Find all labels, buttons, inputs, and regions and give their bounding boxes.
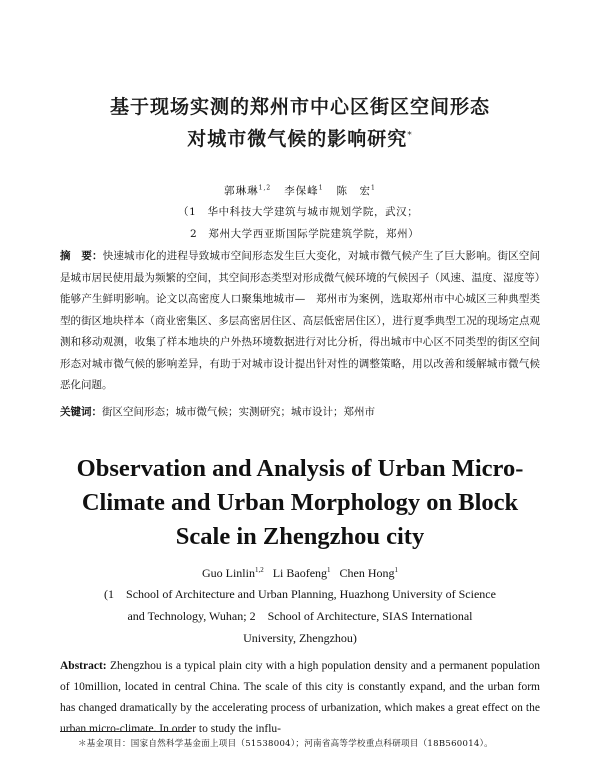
author-3-cn: 陈 宏 bbox=[336, 185, 372, 197]
chinese-keywords-text: 街区空间形态；城市微气候；实测研究；城市设计；郑州市 bbox=[102, 406, 375, 418]
author-1-cn: 郭琳琳 bbox=[224, 185, 259, 197]
chinese-affiliation-1: （1 华中科技大学建筑与城市规划学院，武汉； bbox=[178, 206, 419, 218]
author-3-en: Chen Hong bbox=[339, 566, 395, 580]
author-1-cn-sup: 1,2 bbox=[258, 184, 272, 192]
author-2-en: Li Baofeng bbox=[272, 566, 328, 580]
chinese-abstract bbox=[60, 246, 540, 397]
english-title-line-1: Observation and Analysis of Urban Micro- bbox=[76, 455, 524, 482]
english-affiliation-2: and Technology, Wuhan; 2 School of Architecture, SIAS International bbox=[127, 609, 473, 623]
english-affiliation-3: University, Zhengzhou) bbox=[243, 631, 357, 645]
chinese-title-line-2 bbox=[0, 124, 600, 151]
chinese-affiliation-2: 2 郑州大学西亚斯国际学院建筑学院，郑州） bbox=[190, 228, 420, 240]
chinese-title-line-2-text: 对城市微气候的影响研究 bbox=[187, 128, 408, 150]
chinese-keywords bbox=[60, 404, 540, 419]
author-2-en-sup: 1 bbox=[327, 566, 331, 574]
english-affiliation-1: (1 School of Architecture and Urban Planning, Huazhong University of Science bbox=[104, 587, 496, 601]
funding-mark: * bbox=[407, 130, 413, 141]
english-abstract-label: Abstract: bbox=[60, 660, 107, 672]
chinese-authors bbox=[0, 183, 600, 198]
chinese-title-line-1: 基于现场实测的郑州市中心区街区空间形态 bbox=[109, 96, 490, 118]
english-abstract-text: Zhengzhou is a typical plain city with a high population density and a permanent population of 10million, located in central China. The scale of this city is constantly expand, and the urban form has changed dramatically by the accelerating process of urbanization, which makes a great effect on the urban micro-climate. In order to study the influ- bbox=[60, 660, 541, 735]
chinese-abstract-text: 快速城市化的进程导致城市空间形态发生巨大变化，对城市微气候产生了巨大影响。街区空间是城市居民使用最为频繁的空间，其空间形态类型对形成微气候环境的气候因子（风速、温度、湿度等）能够产生鲜明影响。论文以高密度人口聚集地城市— 郑州市为案例，选取郑州市中心城区三种典型类型的街区地块样本（商业密集区、多层高密居住区、高层低密居住区），进行夏季典型工况的现场定点观测和移动观测，收集了样本地块的户外热环境数据进行对比分析，得出城市中心区不同类型的街区空间形态对城市微气候的影响差异，有助于对城市设计提出针对性的调整策略，用以改善和缓解城市微气候恶化问题。 bbox=[60, 250, 541, 391]
author-1-en: Guo Linlin bbox=[201, 566, 255, 580]
english-title-line-3: Scale in Zhengzhou city bbox=[175, 523, 425, 550]
english-authors bbox=[0, 566, 600, 581]
author-3-en-sup: 1 bbox=[394, 566, 399, 574]
chinese-keywords-label: 关键词： bbox=[60, 406, 102, 418]
author-2-cn-sup: 1 bbox=[318, 184, 324, 192]
author-1-en-sup: 1,2 bbox=[254, 566, 264, 574]
author-2-cn: 李保峰 bbox=[284, 185, 319, 197]
funding-footnote: ＊基金项目：国家自然科学基金面上项目（51538004）；河南省高等学校重点科研项目（18B560014）。 bbox=[78, 739, 493, 749]
chinese-abstract-label: 摘 要： bbox=[60, 250, 103, 262]
english-title-line-2: Climate and Urban Morphology on Block bbox=[81, 489, 519, 516]
author-3-cn-sup: 1 bbox=[371, 184, 376, 192]
english-abstract bbox=[60, 656, 540, 740]
footnote-divider bbox=[60, 731, 190, 732]
